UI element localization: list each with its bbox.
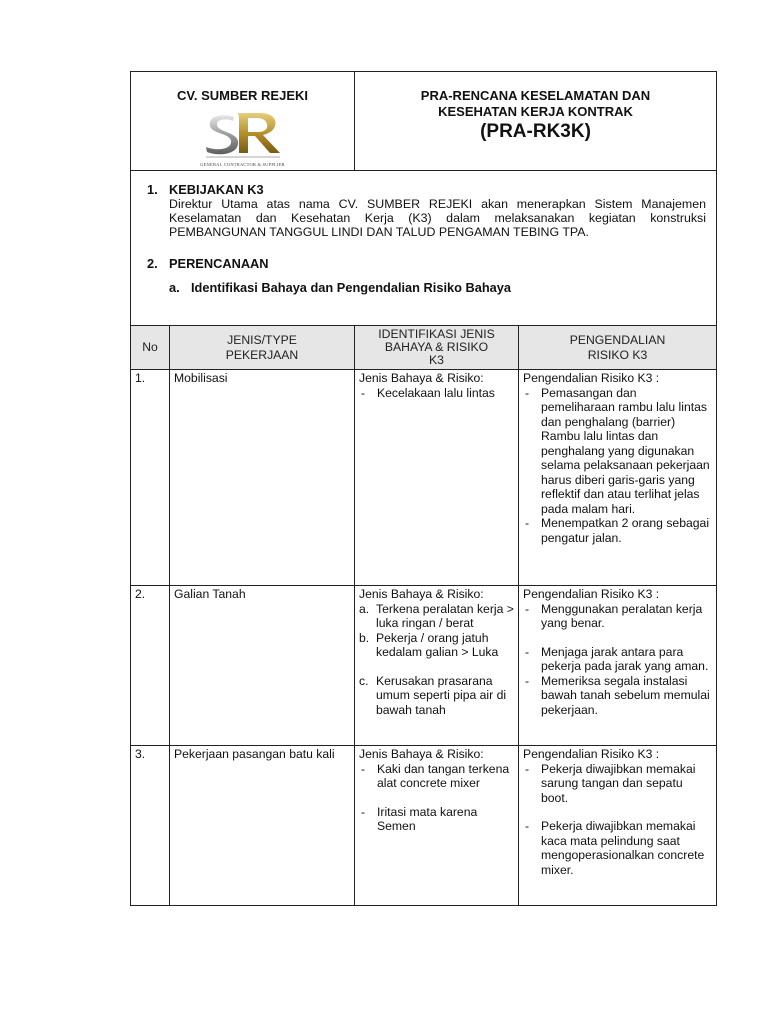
bahaya-marker: c. <box>359 673 369 688</box>
row-bahaya <box>355 586 519 746</box>
bahaya-item: - Iritasi mata karena Semen <box>359 805 514 834</box>
section-1-number: 1. <box>147 182 158 197</box>
kontrol-item: - Menempatkan 2 orang sebagai pengatur jalan. <box>523 516 712 545</box>
kontrol-item: - Pekerja diwajibkan memakai kaca mata pelindung saat mengoperasionalkan concrete mixer. <box>523 819 712 877</box>
row-jenis: Mobilisasi <box>170 370 355 586</box>
policy-planning-cell <box>131 171 717 326</box>
section-2-heading <box>147 257 706 271</box>
bahaya-marker: b. <box>359 630 370 645</box>
kontrol-label: Pengendalian Risiko K3 : <box>523 587 660 601</box>
bahaya-text: Pekerja / orang jatuh kedalam galian > Luka <box>376 630 499 659</box>
section-1-heading <box>147 183 706 197</box>
risk-table <box>130 325 717 906</box>
bahaya-item <box>359 674 514 718</box>
document-page <box>130 71 716 906</box>
table-row <box>131 370 717 586</box>
section-2-number: 2. <box>147 256 158 271</box>
logo-tagline: GENERAL CONTRACTOR & SUPPLIER <box>200 162 285 167</box>
row-kontrol <box>519 370 717 586</box>
company-name: CV. SUMBER REJEKI <box>177 88 308 103</box>
header-peng-line2: RISIKO K3 <box>587 347 648 362</box>
bahaya-label: Jenis Bahaya & Risiko: <box>359 747 484 761</box>
bahaya-text: Kerusakan prasarana umum seperti pipa air di bawah tanah <box>376 673 507 717</box>
header-pengendalian <box>519 326 717 370</box>
bahaya-item: - Kaki dan tangan terkena alat concrete mixer <box>359 762 514 791</box>
row-number: 3. <box>131 746 170 906</box>
kontrol-item: - Pekerja diwajibkan memakai sarung tangan dan sepatu boot. <box>523 762 712 806</box>
document-frame <box>130 71 717 326</box>
header-peng-line1: PENGENDALIAN <box>569 333 666 347</box>
header-ident-line1: IDENTIFIKASI JENIS <box>378 327 495 341</box>
header-no-label: No <box>142 340 158 355</box>
row-kontrol <box>519 746 717 906</box>
title-code: (PRA-RK3K) <box>480 121 591 142</box>
kontrol-label: Pengendalian Risiko K3 : <box>523 371 660 385</box>
section-1-title: KEBIJAKAN K3 <box>169 182 264 197</box>
header-jenis-line2: PEKERJAAN <box>225 347 299 362</box>
section-1-text: Direktur Utama atas nama CV. SUMBER REJEKI akan menerapkan Sistem Manajemen Keselamatan dan Kesehatan Kerja (K3) dalam melaksanakan kegiatan konstruksi PEMBANGUNAN TANGGUL LINDI DAN TALUD PENGAMAN TEBING TPA. <box>169 197 706 239</box>
company-logo <box>200 107 286 165</box>
section-2-title: PERENCANAAN <box>169 256 269 271</box>
kontrol-label: Pengendalian Risiko K3 : <box>523 747 660 761</box>
company-header-cell <box>131 72 355 171</box>
bahaya-label: Jenis Bahaya & Risiko: <box>359 371 484 385</box>
header-no <box>131 326 170 370</box>
header-identifikasi <box>355 326 519 370</box>
title-header-cell <box>355 72 717 171</box>
kontrol-item: - Pemasangan dan pemeliharaan rambu lalu lintas dan penghalang (barrier) Rambu lalu lintas dan penghalang yang digunakan selama pelaksanaan pekerjaan harus diberi garis-garis yang reflektif dan atau terlihat jelas pada malam hari. <box>523 386 712 517</box>
table-row <box>131 586 717 746</box>
bahaya-marker: a. <box>359 601 370 616</box>
kontrol-item: - Menggunakan peralatan kerja yang benar. <box>523 602 712 631</box>
bahaya-item <box>359 602 514 631</box>
header-jenis <box>170 326 355 370</box>
row-number: 2. <box>131 586 170 746</box>
header-ident-line2: BAHAYA & RISIKO <box>384 340 489 354</box>
kontrol-item: - Menjaga jarak antara para pekerja pada jarak yang aman. <box>523 645 712 674</box>
bahaya-item: - Kecelakaan lalu lintas <box>359 386 514 401</box>
row-kontrol <box>519 586 717 746</box>
title-line-1: PRA-RENCANA KESELAMATAN DAN <box>420 88 651 103</box>
row-jenis: Galian Tanah <box>170 586 355 746</box>
row-bahaya <box>355 370 519 586</box>
risk-table-header <box>131 326 717 370</box>
title-line-2: KESEHATAN KERJA KONTRAK <box>438 104 633 119</box>
row-number: 1. <box>131 370 170 586</box>
bahaya-text: Terkena peralatan kerja > luka ringan / berat <box>376 601 514 630</box>
bahaya-item <box>359 631 514 660</box>
row-bahaya <box>355 746 519 906</box>
section-2a-heading <box>169 281 706 295</box>
header-jenis-line1: JENIS/TYPE <box>227 333 297 347</box>
table-row <box>131 746 717 906</box>
header-ident-line3: K3 <box>429 353 444 367</box>
section-2a-title: Identifikasi Bahaya dan Pengendalian Risiko Bahaya <box>191 280 512 295</box>
row-jenis: Pekerjaan pasangan batu kali <box>170 746 355 906</box>
kontrol-item: - Memeriksa segala instalasi bawah tanah sebelum memulai pekerjaan. <box>523 674 712 718</box>
section-2a-number: a. <box>169 280 180 295</box>
bahaya-label: Jenis Bahaya & Risiko: <box>359 587 484 601</box>
